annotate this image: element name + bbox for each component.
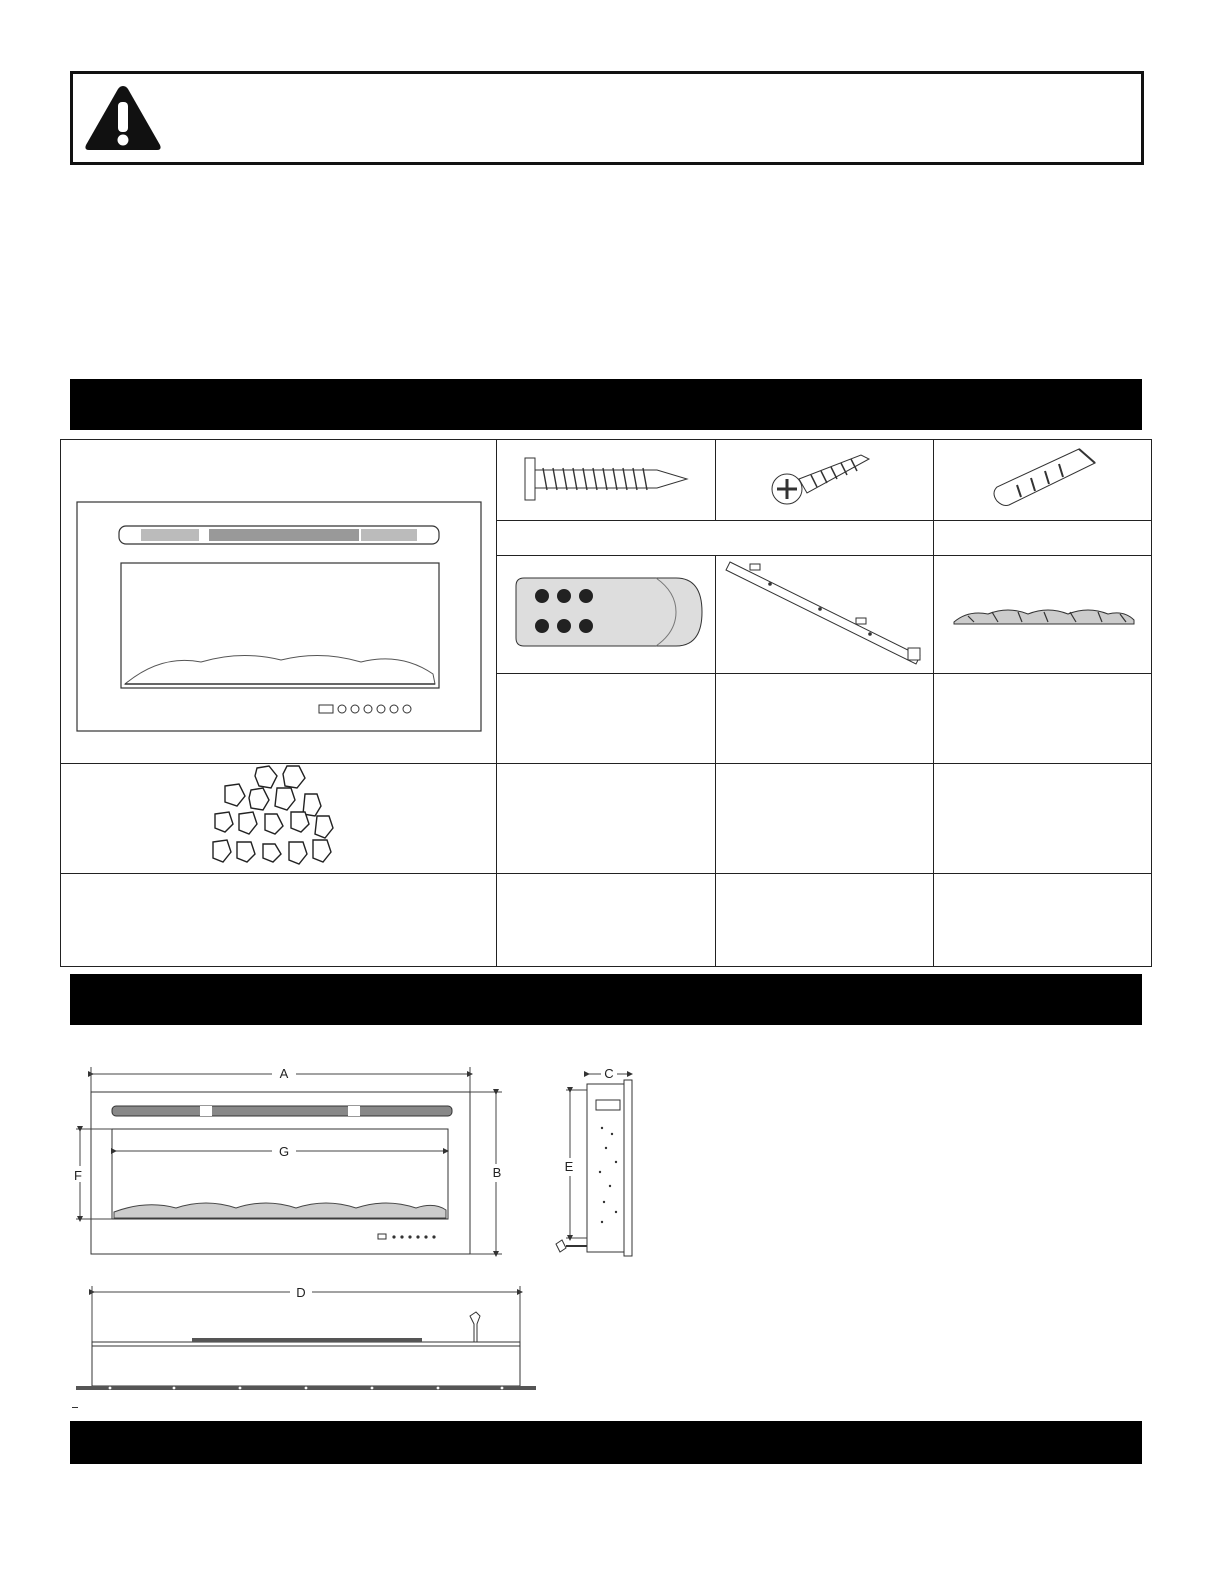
log-set-illustration <box>948 592 1138 632</box>
dim-label-f: F <box>74 1168 82 1183</box>
wall-anchor-cell <box>934 440 1152 521</box>
dim-label-c: C <box>604 1066 614 1081</box>
section-header-bottom <box>70 1421 1142 1464</box>
bracket-cell <box>716 556 934 674</box>
screws-label-cell <box>497 521 934 556</box>
remote-label-cell <box>497 674 716 764</box>
front-view-diagram <box>66 1062 512 1262</box>
warning-banner <box>70 71 1144 165</box>
log-set-cell <box>934 556 1152 674</box>
anchor-label-cell <box>934 521 1152 556</box>
warning-triangle-icon <box>83 82 163 154</box>
dim-label-e: E <box>564 1159 574 1174</box>
section-header-parts <box>70 379 1142 430</box>
empty-cell <box>716 874 934 967</box>
empty-cell <box>497 764 716 874</box>
section-header-dimensions <box>70 974 1142 1025</box>
crystal-media-illustration <box>209 764 349 868</box>
mounting-bracket-illustration <box>720 556 930 668</box>
wall-anchor-illustration <box>983 443 1103 513</box>
remote-cell <box>497 556 716 674</box>
wood-screw-illustration <box>521 448 691 508</box>
parts-table <box>60 439 1152 967</box>
dim-label-b: B <box>492 1165 502 1180</box>
fireplace-cell <box>61 440 497 764</box>
top-view-diagram <box>74 1282 538 1394</box>
stray-mark <box>72 1407 78 1408</box>
machine-screw-cell <box>716 440 934 521</box>
side-view-diagram <box>546 1062 638 1262</box>
fireplace-unit-illustration <box>61 440 497 760</box>
dim-label-g: G <box>278 1144 290 1159</box>
wood-screw-cell <box>497 440 716 521</box>
machine-screw-illustration <box>765 445 885 511</box>
bracket-label-cell <box>716 674 934 764</box>
dim-label-a: A <box>279 1066 289 1081</box>
empty-cell <box>716 764 934 874</box>
crystal-label-cell <box>61 874 497 967</box>
empty-cell <box>497 874 716 967</box>
empty-cell <box>934 874 1152 967</box>
remote-control-illustration <box>506 572 706 652</box>
log-set-label-cell <box>934 674 1152 764</box>
empty-cell <box>934 764 1152 874</box>
dim-label-d: D <box>296 1285 306 1300</box>
crystal-media-cell <box>61 764 497 874</box>
